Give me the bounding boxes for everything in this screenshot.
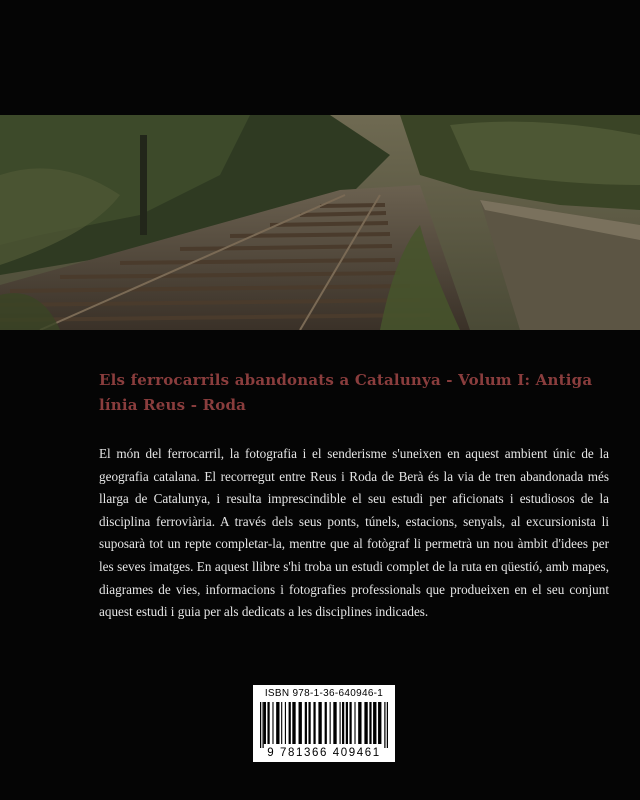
barcode-bars — [258, 702, 390, 748]
isbn-barcode — [253, 685, 395, 762]
cover-photo-abandoned-railway — [0, 115, 640, 330]
railway-photo-illustration — [0, 115, 640, 330]
isbn-label: ISBN 978-1-36-640946-1 — [264, 688, 384, 699]
book-description: El món del ferrocarril, la fotografia i el senderisme s'uneixen en aquest ambient únic de la geografia catalana. El recorregut entre Reus i Roda de Berà és la via de tren abandonada més llarga de Catalunya, i resulta imprescindible el seu estudi per aficionats i estudiosos de la disciplina ferroviària. A través dels seus ponts, túnels, estacions, senyals, al excursionista li suposarà tot un repte completar-la, mentre que al fotògraf li permetrà un nou àmbit d'idees per les seves imatges. En aquest llibre s'hi troba un estudi complet de la ruta en qüestió, amb mapes, diagrames de vies, informacions i fotografies professionals que produeixen en el seu conjunt aquest estudi i guia per als dedicats a les disciplines indicades. — [99, 446, 609, 620]
book-title: Els ferrocarrils abandonats a Catalunya - Volum I: Antiga línia Reus - Roda — [99, 371, 593, 414]
barcode-digits: 9 781366 409461 — [267, 747, 381, 759]
